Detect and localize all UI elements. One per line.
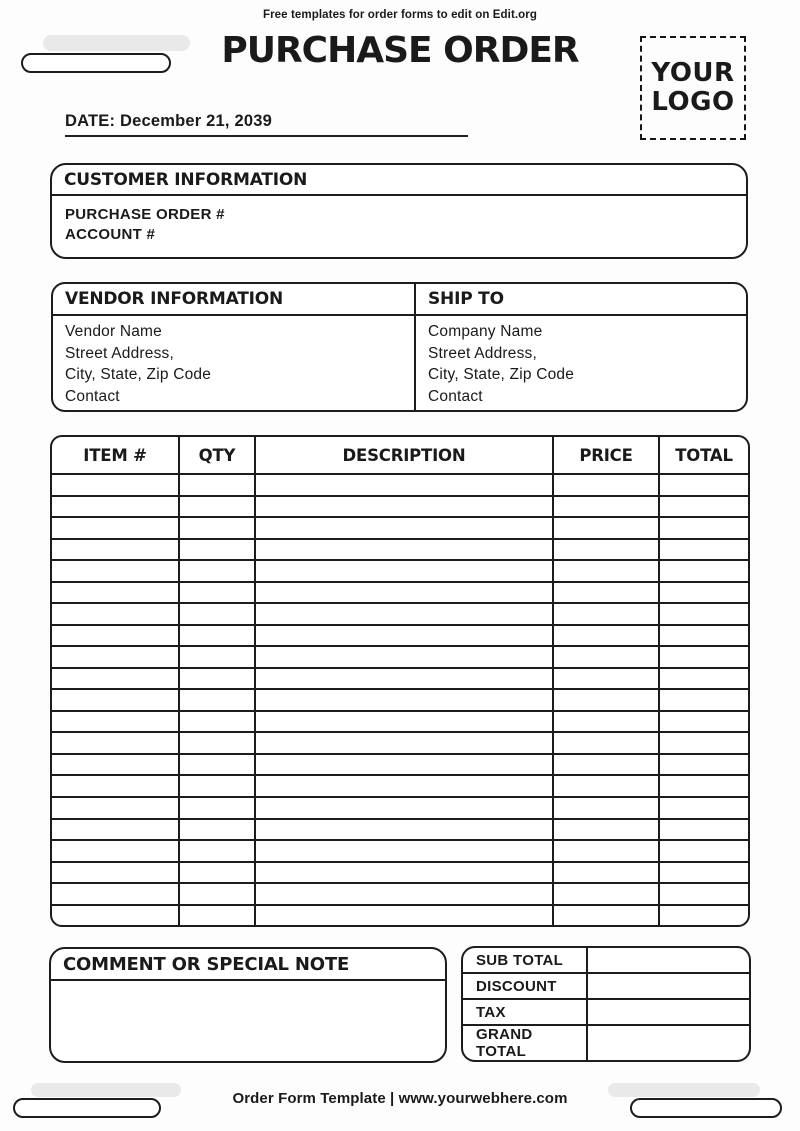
table-cell[interactable] [254, 669, 552, 689]
table-cell[interactable] [658, 863, 748, 883]
table-cell[interactable] [552, 540, 658, 560]
site-tagline: Free templates for order forms to edit on Edit.org [262, 9, 537, 21]
grand-total-row [463, 1024, 749, 1060]
table-cell[interactable] [254, 863, 552, 883]
customer-information-section [50, 163, 748, 259]
table-cell[interactable] [254, 647, 552, 667]
subtotal-row [463, 948, 749, 972]
table-cell[interactable] [254, 841, 552, 861]
table-cell[interactable] [52, 669, 178, 689]
table-row [52, 688, 748, 710]
table-cell[interactable] [178, 863, 254, 883]
table-cell[interactable] [52, 733, 178, 753]
table-cell[interactable] [658, 841, 748, 861]
items-table-header [52, 437, 748, 475]
table-row [52, 495, 748, 517]
table-cell[interactable] [552, 647, 658, 667]
table-row [52, 538, 748, 560]
vendor-name-field[interactable]: Vendor Name [65, 323, 162, 340]
shipto-contact-field[interactable]: Contact [428, 387, 483, 405]
vendor-shipto-section [51, 282, 748, 412]
table-cell[interactable] [658, 583, 748, 603]
table-row [52, 710, 748, 732]
shipto-city-state-zip-field[interactable]: City, State, Zip Code [428, 366, 575, 383]
table-cell[interactable] [52, 540, 178, 560]
grand-total-value-cell[interactable] [586, 1026, 749, 1060]
table-cell[interactable] [658, 647, 748, 667]
subtotal-label: SUB TOTAL [476, 951, 564, 969]
table-cell[interactable] [552, 497, 658, 517]
table-cell[interactable] [52, 863, 178, 883]
table-cell[interactable] [552, 583, 658, 603]
shipto-street-field[interactable]: Street Address, [428, 344, 537, 362]
table-cell[interactable] [52, 518, 178, 538]
table-cell[interactable] [552, 776, 658, 796]
discount-row [463, 972, 749, 998]
page-title: PURCHASE ORDER [221, 30, 579, 71]
table-cell[interactable] [658, 604, 748, 624]
table-row [52, 516, 748, 538]
column-header-description: DESCRIPTION [254, 437, 552, 473]
table-cell[interactable] [254, 583, 552, 603]
table-cell[interactable] [178, 755, 254, 775]
table-cell[interactable] [178, 583, 254, 603]
table-cell[interactable] [658, 475, 748, 495]
shipto-company-name-field[interactable]: Company Name [428, 323, 543, 340]
table-cell[interactable] [254, 755, 552, 775]
table-cell[interactable] [52, 906, 178, 926]
table-cell[interactable] [552, 755, 658, 775]
table-row [52, 882, 748, 904]
vendor-information-header [53, 284, 414, 316]
decorative-pill-outline-bottom-right [630, 1098, 782, 1118]
decorative-pill-gray-bottom-left [31, 1083, 181, 1097]
discount-label: DISCOUNT [476, 977, 557, 995]
logo-text-line2: LOGO [651, 87, 735, 117]
table-cell[interactable] [658, 884, 748, 904]
table-cell[interactable] [552, 733, 658, 753]
ship-to-header [416, 284, 746, 316]
table-row [52, 774, 748, 796]
table-cell[interactable] [552, 884, 658, 904]
table-cell[interactable] [52, 884, 178, 904]
table-cell[interactable] [658, 906, 748, 926]
footer-text: Order Form Template | www.yourwebhere.com [232, 1090, 568, 1107]
table-cell[interactable] [658, 518, 748, 538]
table-cell[interactable] [254, 712, 552, 732]
table-cell[interactable] [178, 669, 254, 689]
table-cell[interactable] [178, 604, 254, 624]
table-row [52, 475, 748, 495]
table-cell[interactable] [52, 798, 178, 818]
table-cell[interactable] [658, 626, 748, 646]
table-cell[interactable] [178, 647, 254, 667]
table-row [52, 753, 748, 775]
table-cell[interactable] [658, 540, 748, 560]
table-cell[interactable] [254, 626, 552, 646]
table-cell[interactable] [658, 733, 748, 753]
table-cell[interactable] [658, 669, 748, 689]
totals-table [461, 946, 751, 1062]
date-field[interactable]: DATE: December 21, 2039 [65, 112, 468, 137]
table-row [52, 624, 748, 646]
table-cell[interactable] [658, 690, 748, 710]
table-cell[interactable] [552, 518, 658, 538]
column-header-item-number: ITEM # [83, 445, 147, 465]
tax-value-cell[interactable] [586, 1000, 749, 1024]
table-cell[interactable] [658, 712, 748, 732]
table-row [52, 559, 748, 581]
table-row [52, 818, 748, 840]
table-row [52, 796, 748, 818]
table-cell[interactable] [178, 712, 254, 732]
table-cell[interactable] [178, 906, 254, 926]
customer-information-title: CUSTOMER INFORMATION [64, 169, 308, 190]
table-cell[interactable] [178, 820, 254, 840]
table-cell[interactable] [52, 690, 178, 710]
table-cell[interactable] [658, 820, 748, 840]
table-cell[interactable] [178, 518, 254, 538]
decorative-pill-gray-bottom-right [608, 1083, 760, 1097]
table-cell[interactable] [178, 561, 254, 581]
table-cell[interactable] [254, 518, 552, 538]
table-cell[interactable] [552, 820, 658, 840]
ship-to-title: SHIP TO [428, 289, 504, 309]
table-cell[interactable] [178, 884, 254, 904]
table-cell[interactable] [52, 561, 178, 581]
table-cell[interactable] [552, 906, 658, 926]
table-cell[interactable] [178, 798, 254, 818]
table-cell[interactable] [254, 820, 552, 840]
decorative-pill-outline-bottom-left [13, 1098, 161, 1118]
table-cell[interactable] [552, 863, 658, 883]
account-number-field[interactable]: ACCOUNT # [65, 225, 156, 243]
table-cell[interactable] [52, 647, 178, 667]
table-cell[interactable] [254, 733, 552, 753]
grand-total-label: GRAND TOTAL [476, 1026, 533, 1060]
table-cell[interactable] [178, 475, 254, 495]
table-row [52, 667, 748, 689]
comment-header [51, 949, 445, 981]
comment-title: COMMENT OR SPECIAL NOTE [63, 953, 350, 975]
table-cell[interactable] [254, 798, 552, 818]
comment-section [49, 947, 447, 1063]
table-cell[interactable] [254, 884, 552, 904]
table-cell[interactable] [254, 540, 552, 560]
table-cell[interactable] [254, 906, 552, 926]
table-cell[interactable] [552, 690, 658, 710]
table-cell[interactable] [658, 798, 748, 818]
table-cell[interactable] [254, 561, 552, 581]
table-cell[interactable] [552, 561, 658, 581]
vendor-information-title: VENDOR INFORMATION [65, 289, 284, 309]
logo-text-line1: YOUR [651, 58, 735, 89]
tax-label: TAX [476, 1003, 506, 1021]
table-cell[interactable] [52, 841, 178, 861]
table-cell[interactable] [552, 712, 658, 732]
subtotal-value-cell[interactable] [586, 948, 749, 972]
vendor-city-state-zip-field[interactable]: City, State, Zip Code [65, 366, 212, 383]
vendor-contact-field[interactable]: Contact [65, 387, 120, 405]
items-table-body [52, 475, 748, 925]
column-header-total: TOTAL [658, 437, 748, 473]
table-cell[interactable] [254, 690, 552, 710]
table-cell[interactable] [552, 669, 658, 689]
items-table [50, 435, 750, 927]
purchase-order-number-field[interactable]: PURCHASE ORDER # [65, 206, 225, 223]
table-cell[interactable] [52, 820, 178, 840]
table-cell[interactable] [254, 475, 552, 495]
table-cell[interactable] [254, 776, 552, 796]
table-cell[interactable] [178, 690, 254, 710]
vendor-street-field[interactable]: Street Address, [65, 344, 174, 362]
table-cell[interactable] [254, 497, 552, 517]
table-cell[interactable] [552, 841, 658, 861]
table-row [52, 839, 748, 861]
table-row [52, 581, 748, 603]
table-cell[interactable] [52, 626, 178, 646]
tax-row [463, 998, 749, 1024]
table-row [52, 645, 748, 667]
table-row [52, 861, 748, 883]
table-cell[interactable] [52, 497, 178, 517]
table-cell[interactable] [552, 604, 658, 624]
table-row [52, 904, 748, 926]
column-header-qty: QTY [178, 437, 254, 473]
column-header-price: PRICE [552, 437, 658, 473]
table-cell[interactable] [52, 604, 178, 624]
table-cell[interactable] [658, 497, 748, 517]
table-cell[interactable] [178, 776, 254, 796]
table-cell[interactable] [52, 475, 178, 495]
ship-to-column [414, 284, 746, 410]
table-cell[interactable] [178, 733, 254, 753]
table-cell[interactable] [178, 841, 254, 861]
table-cell[interactable] [552, 626, 658, 646]
logo-placeholder[interactable] [640, 36, 746, 140]
table-cell[interactable] [658, 776, 748, 796]
table-cell[interactable] [178, 540, 254, 560]
table-cell[interactable] [254, 604, 552, 624]
table-cell[interactable] [178, 626, 254, 646]
discount-value-cell[interactable] [586, 974, 749, 998]
table-cell[interactable] [552, 475, 658, 495]
table-row [52, 731, 748, 753]
vendor-information-column [53, 284, 414, 410]
table-cell[interactable] [178, 497, 254, 517]
table-cell[interactable] [658, 561, 748, 581]
customer-information-header [52, 165, 746, 196]
table-cell[interactable] [52, 755, 178, 775]
comment-input-area[interactable] [51, 981, 445, 1061]
table-cell[interactable] [52, 712, 178, 732]
table-cell[interactable] [52, 583, 178, 603]
table-row [52, 602, 748, 624]
table-cell[interactable] [52, 776, 178, 796]
table-cell[interactable] [658, 755, 748, 775]
table-cell[interactable] [552, 798, 658, 818]
